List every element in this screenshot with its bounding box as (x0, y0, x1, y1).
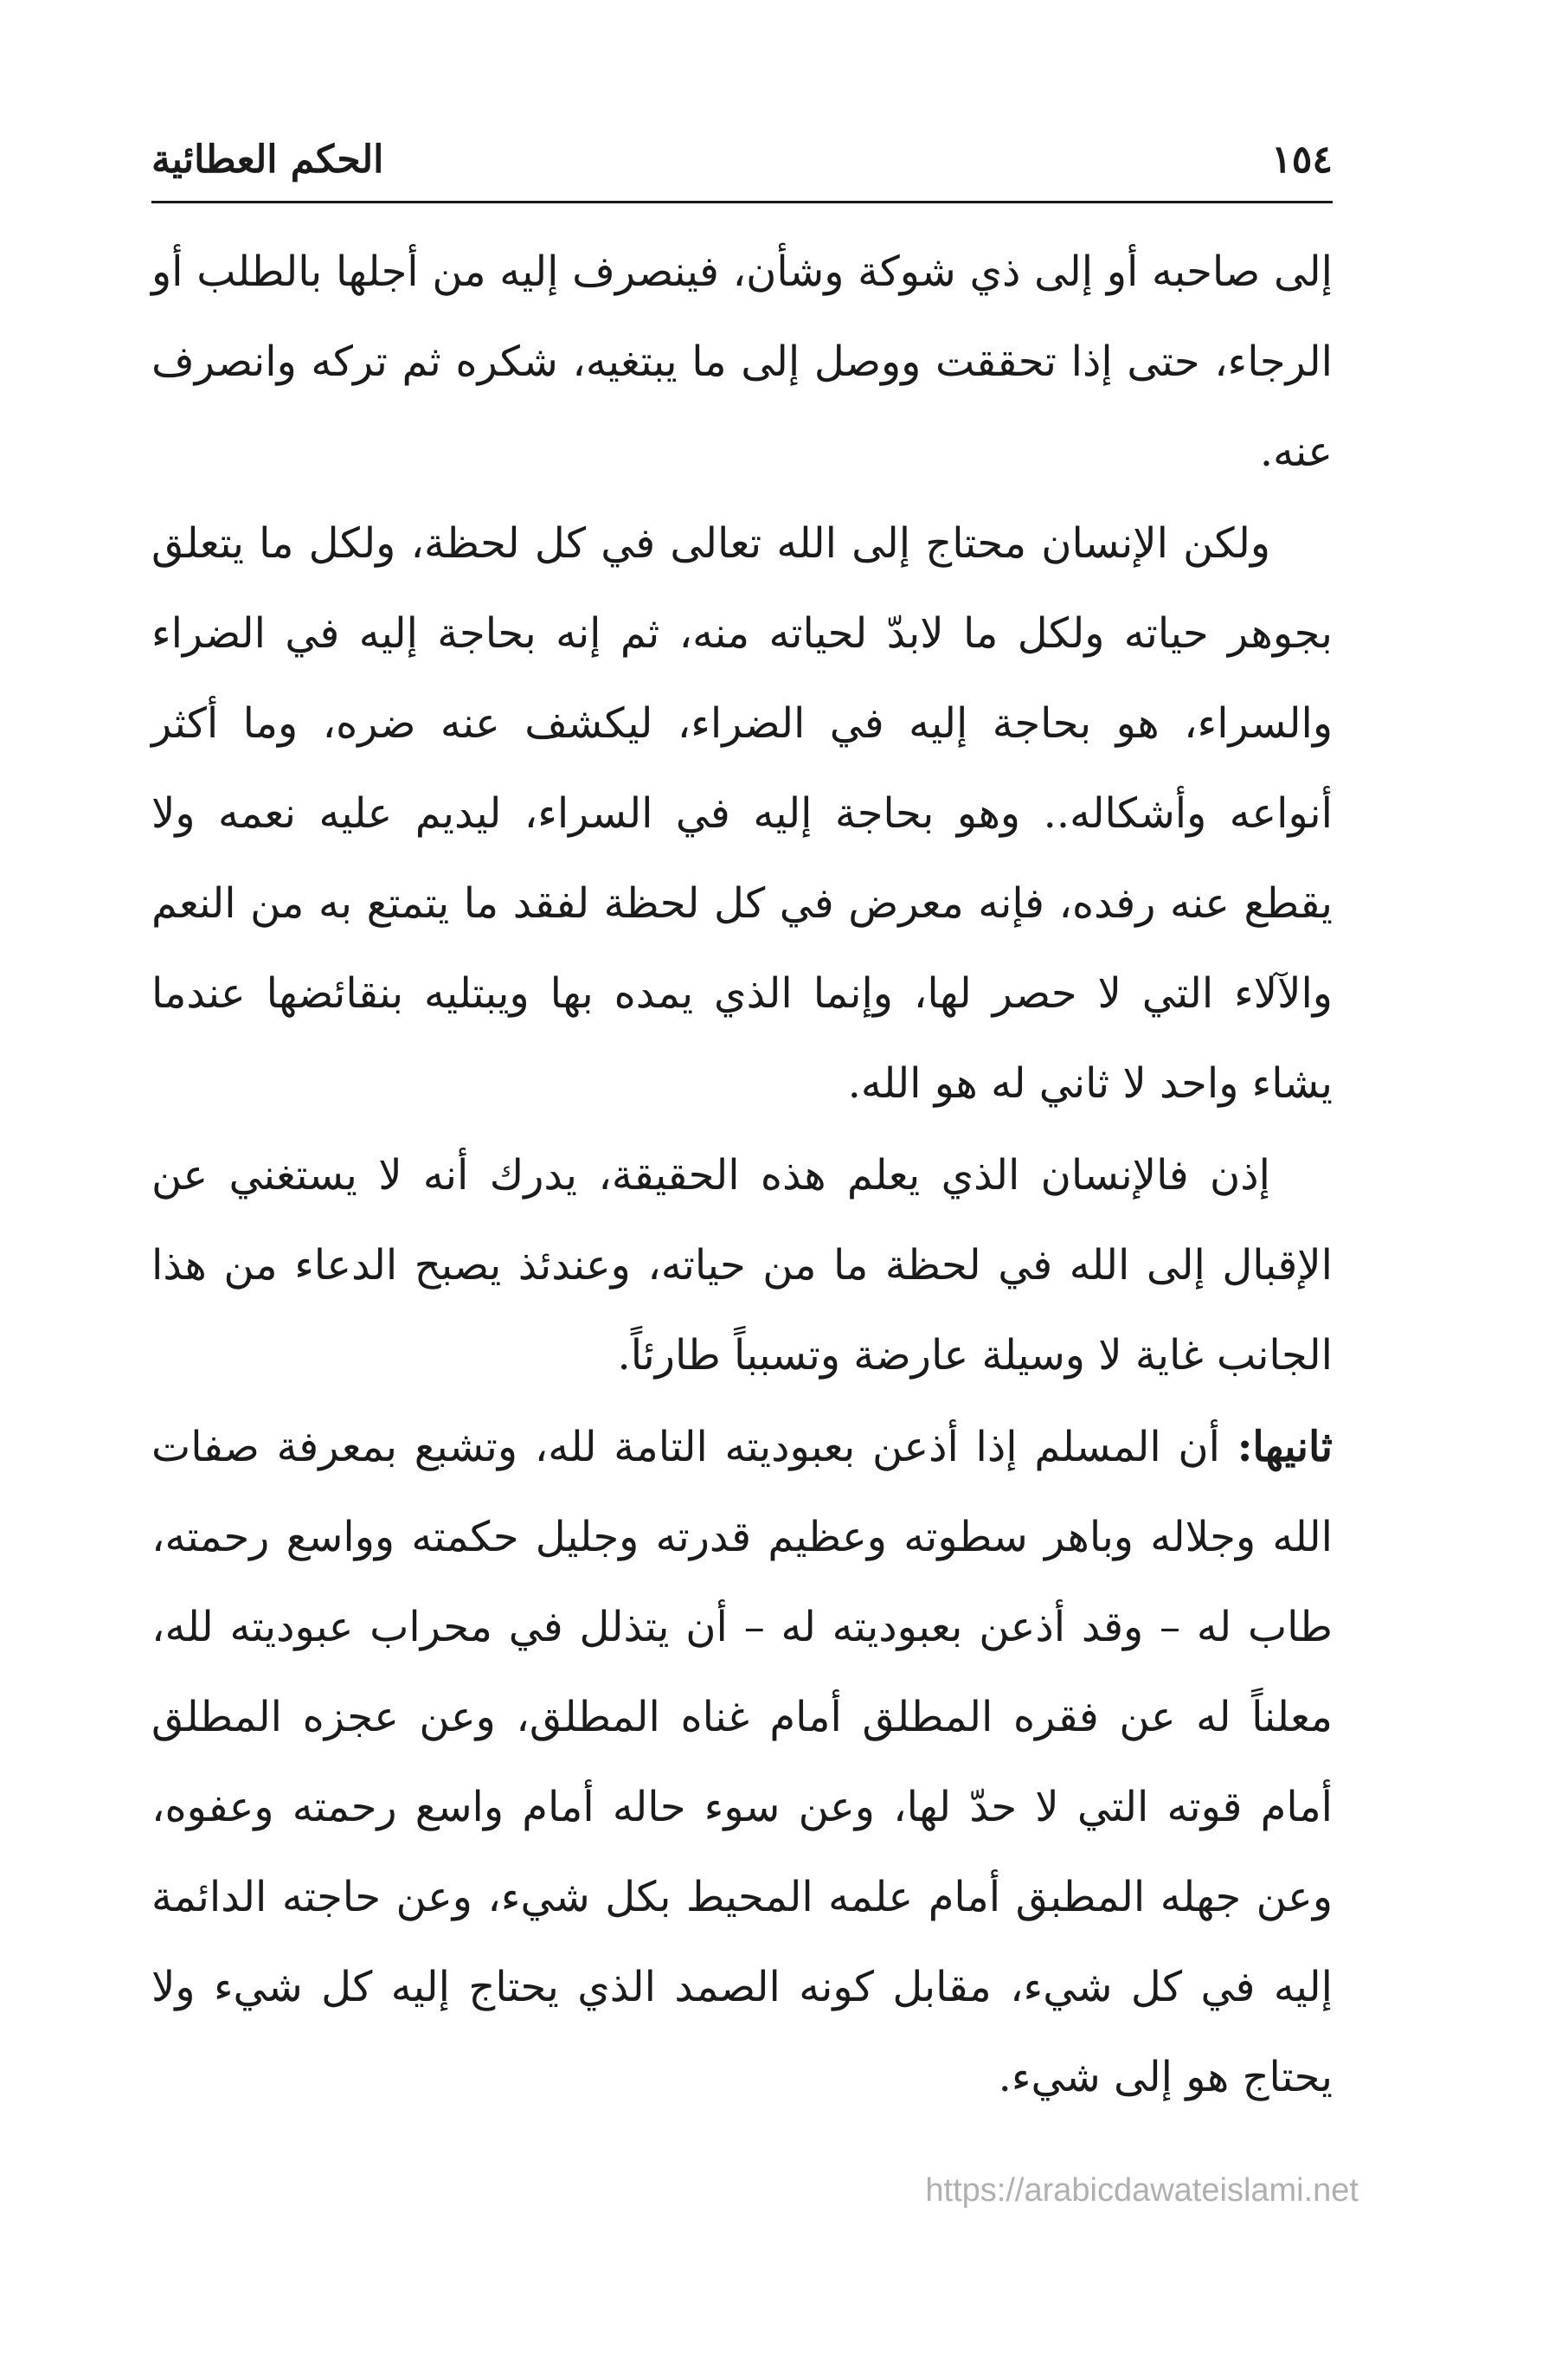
page-number: ١٥٤ (1271, 138, 1333, 182)
running-header (151, 121, 1333, 190)
paragraph (151, 1130, 1333, 1400)
body-text (151, 227, 1333, 2124)
book-title: الحكم العطائية (151, 138, 384, 182)
paragraph-lead: ثانيها: (1237, 1423, 1333, 1471)
paragraph-text: إذن فالإنسان الذي يعلم هذه الحقيقة، يدرك أنه لا يستغني عن الإقبال إلى الله في لحظة ما من حياته، وعندئذ يصبح الدعاء من هذا الجانب غاية لا وسيلة عارضة وتسبباً طارئاً. (151, 1151, 1333, 1380)
paragraph-text: أن المسلم إذا أذعن بعبوديته التامة لله، وتشبع بمعرفة صفات الله وجلاله وباهر سطوته وعظيم قدرته وجليل حكمته وواسع رحمته، طاب له – وقد أذعن بعبوديته له – أن يتذلل في محراب عبوديته لله، معلناً له عن فقره المطلق أمام غناه المطلق، وعن عجزه المطلق أمام قوته التي لا حدّ لها، وعن سوء حاله أمام واسع رحمته وعفوه، وعن جهله المطبق أمام علمه المحيط بكل شيء، وعن حاجته الدائمة إليه في كل شيء، مقابل كونه الصمد الذي يحتاج إليه كل شيء ولا يحتاج هو إلى شيء. (151, 1423, 1333, 2101)
paragraph-second-point (151, 1402, 1333, 2122)
book-page (151, 0, 1333, 2367)
paragraph-text: إلى صاحبه أو إلى ذي شوكة وشأن، فينصرف إليه من أجلها بالطلب أو الرجاء، حتى إذا تحققت ووصل إلى ما يبتغيه، شكره ثم تركه وانصرف عنه. (151, 248, 1333, 476)
watermark-url: https://arabicdawateislami.net (925, 2172, 1359, 2209)
header-rule (151, 201, 1333, 203)
paragraph-continuation (151, 227, 1333, 497)
paragraph (151, 498, 1333, 1129)
paragraph-text: ولكن الإنسان محتاج إلى الله تعالى في كل لحظة، ولكل ما يتعلق بجوهر حياته ولكل ما لابدّ لحياته منه، ثم إنه بحاجة إليه في الضراء والسراء، هو بحاجة إليه في الضراء، ليكشف عنه ضره، وما أكثر أنواعه وأشكاله.. وهو بحاجة إليه في السراء، ليديم عليه نعمه ولا يقطع عنه رفده، فإنه معرض في كل لحظة لفقد ما يتمتع به من النعم والآلاء التي لا حصر لها، وإنما الذي يمده بها ويبتليه بنقائضها عندما يشاء واحد لا ثاني له هو الله. (151, 519, 1333, 1108)
